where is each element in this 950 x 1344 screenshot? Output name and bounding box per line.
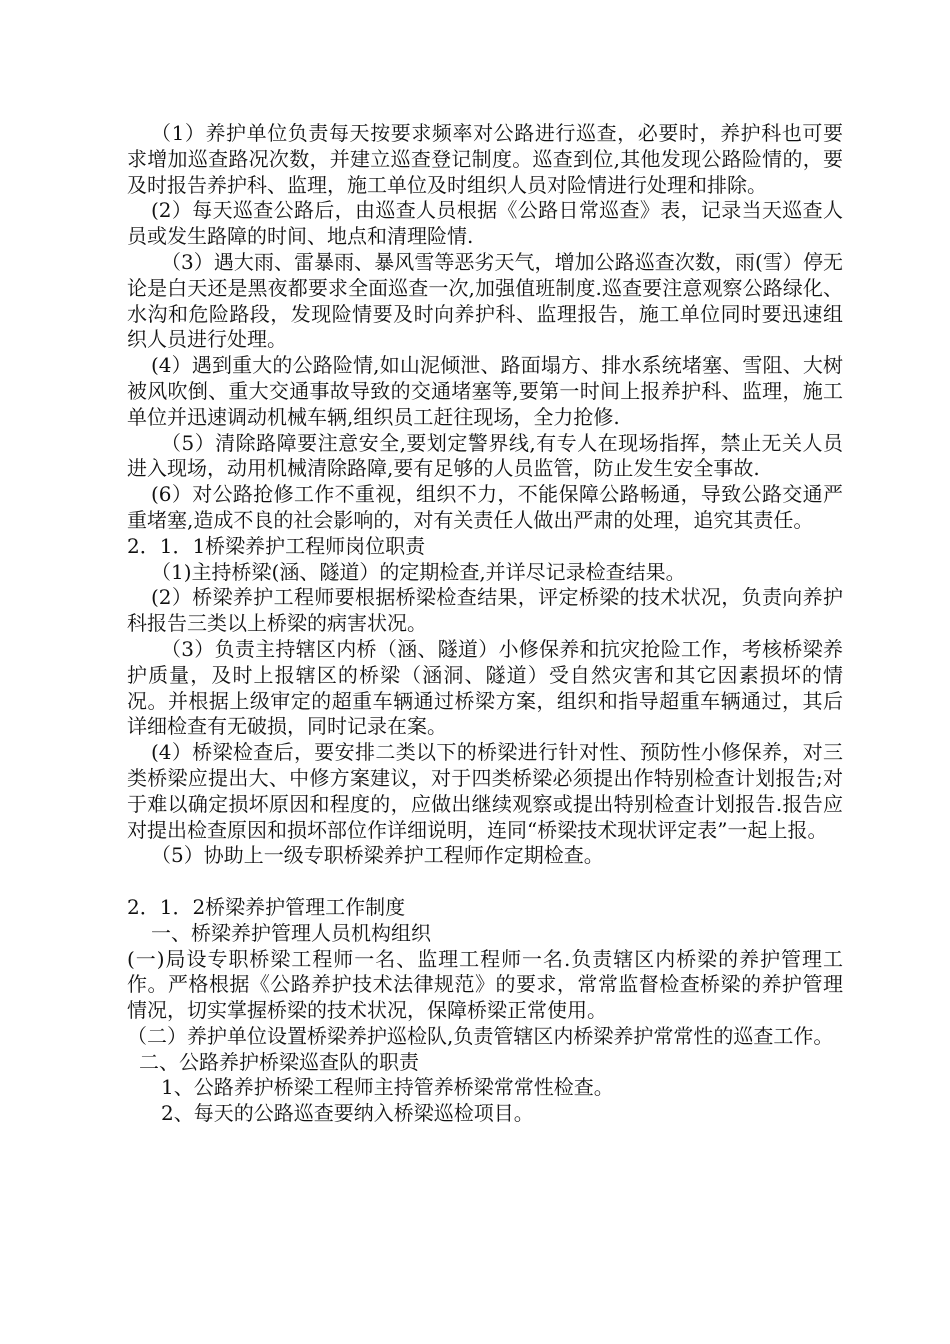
paragraph-patrol-6: (6）对公路抢修工作不重视，组织不力，不能保障公路畅通，导致公路交通严重堵塞,造成不良的社会影响的，对有关责任人做出严肃的处理，追究其责任。 xyxy=(127,482,843,532)
subheading-patrol-team-duty: 二、公路养护桥梁巡查队的职责 xyxy=(139,1049,419,1074)
document-body xyxy=(127,121,843,1127)
paragraph-patrol-5: （5）清除路障要注意安全,要划定警界线,有专人在现场指挥，禁止无关人员进入现场，动用机械清除路障,要有足够的人员监管，防止发生安全事故. xyxy=(127,430,843,481)
section-heading-2-1-1: 2．1．1桥梁养护工程师岗位职责 xyxy=(127,533,426,558)
paragraph-bridge-duty-4: (4）桥梁检查后，要安排二类以下的桥梁进行针对性、预防性小修保养，对三类桥梁应提出大、中修方案建议，对于四类桥梁必须提出作特别检查计划报告;对于难以确定损坏原因和程度的，应做出继续观察或提出特别检查计划报告.报告应对提出检查原因和损坏部位作详细说明，连同“桥梁技术现状评定表”一起上报。 xyxy=(127,740,843,842)
paragraph-team-duty-1: 1、公路养护桥梁工程师主持管养桥梁常常性检查。 xyxy=(161,1075,614,1100)
paragraph-patrol-3: （3）遇大雨、雷暴雨、暴风雪等恶劣天气，增加公路巡查次数，雨(雪）停无论是白天还是黑夜都要求全面巡查一次,加强值班制度.巡查要注意观察公路绿化、水沟和危险路段，发现险情要及时向养护科、监理报告，施工单位同时要迅速组织人员进行处理。 xyxy=(127,249,843,352)
blank-line xyxy=(127,869,843,895)
paragraph-bridge-duty-3: （3）负责主持辖区内桥（涵、隧道）小修保养和抗灾抢险工作，考核桥梁养护质量，及时上报辖区的桥梁（涵洞、隧道）受自然灾害和其它因素损坏的情况。并根据上级审定的超重车辆通过桥梁方案，组织和指导超重车辆通过，其后详细检查有无破损，同时记录在案。 xyxy=(127,636,843,739)
paragraph-bridge-duty-2: (2）桥梁养护工程师要根据桥梁检查结果，评定桥梁的技术状况，负责向养护科报告三类以上桥梁的病害状况。 xyxy=(127,585,843,636)
section-heading-2-1-2: 2．1．2桥梁养护管理工作制度 xyxy=(127,894,406,919)
paragraph-patrol-1: （1）养护单位负责每天按要求频率对公路进行巡查，必要时，养护科也可要求增加巡查路况次数，并建立巡查登记制度。巡查到位,其他发现公路险情的，要及时报告养护科、监理，施工单位及时组织人员对险情进行处理和排除。 xyxy=(127,121,843,197)
paragraph-bridge-duty-1: （1)主持桥梁(涵、隧道）的定期检查,并详尽记录检查结果。 xyxy=(151,559,686,584)
paragraph-team-duty-2: 2、每天的公路巡查要纳入桥梁巡检项目。 xyxy=(161,1101,534,1126)
paragraph-patrol-4: (4）遇到重大的公路险情,如山泥倾泄、路面塌方、排水系统堵塞、雪阻、大树被风吹倒、重大交通事故导致的交通堵塞等,要第一时间上报养护科、监理，施工单位并迅速调动机械车辆,组织员工赶往现场，全力抢修. xyxy=(127,353,843,429)
paragraph-org-2: （二）养护单位设置桥梁养护巡检队,负责管辖区内桥梁养护常常性的巡查工作。 xyxy=(127,1023,834,1048)
paragraph-bridge-duty-5: （5）协助上一级专职桥梁养护工程师作定期检查。 xyxy=(151,843,604,868)
paragraph-org-1: (一)局设专职桥梁工程师一名、监理工程师一名.负责辖区内桥梁的养护管理工作。严格根据《公路养护技术法律规范》的要求，常常监督检查桥梁的养护管理情况，切实掌握桥梁的技术状况，保障桥梁正常使用。 xyxy=(127,946,843,1023)
paragraph-patrol-2: (2）每天巡查公路后，由巡查人员根据《公路日常巡查》表，记录当天巡查人员或发生路障的时间、地点和清理险情. xyxy=(127,198,843,249)
subheading-organization: 一、桥梁养护管理人员机构组织 xyxy=(151,920,431,945)
